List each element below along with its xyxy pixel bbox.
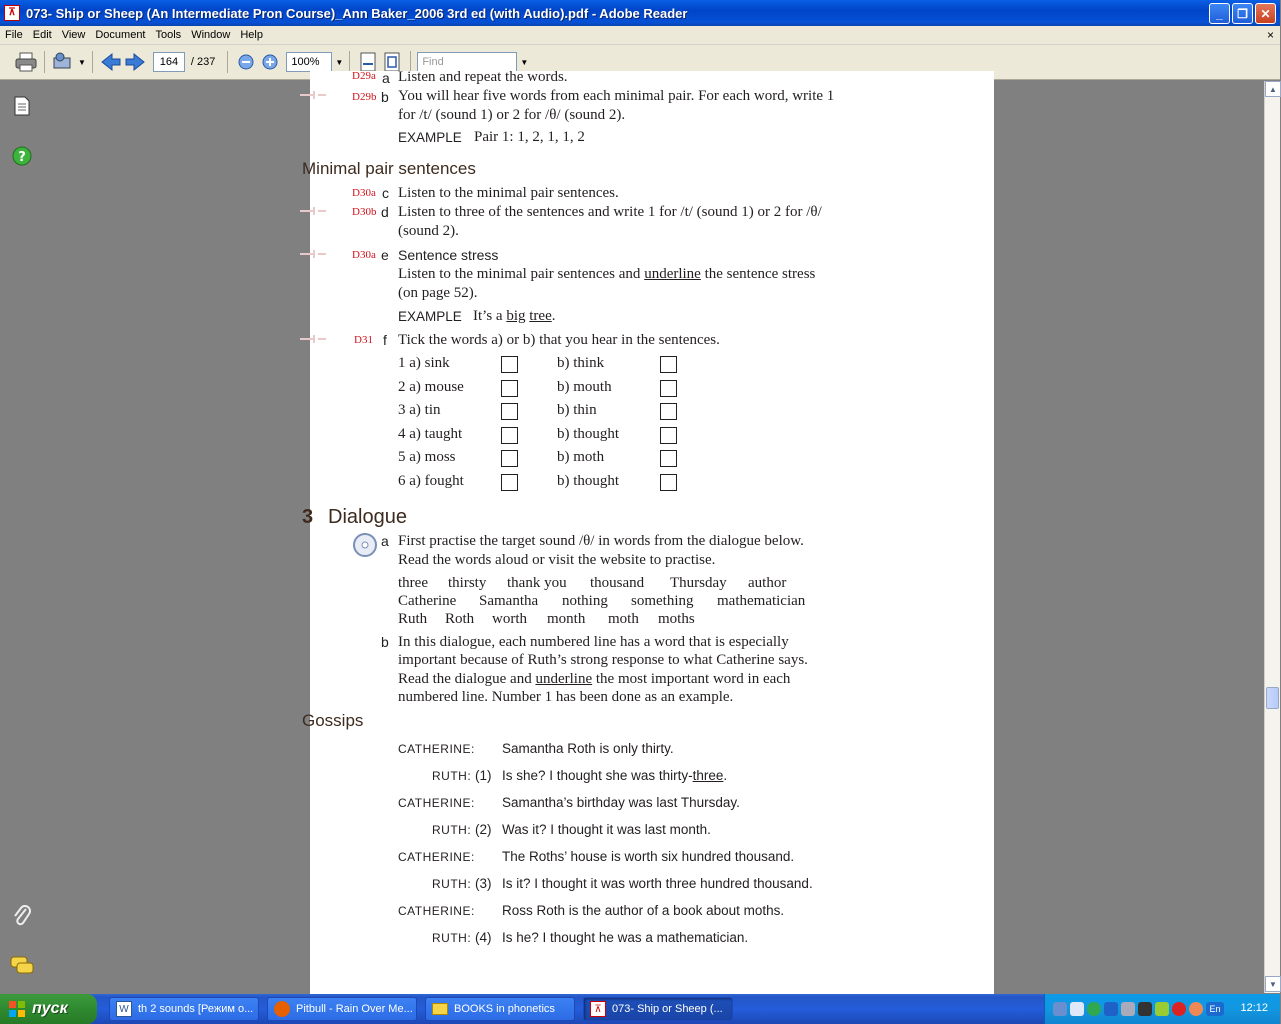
practice-word: Catherine xyxy=(398,593,457,609)
close-button[interactable]: ✕ xyxy=(1255,3,1276,24)
practice-word: moth xyxy=(608,611,639,627)
page-number-input[interactable]: 164 xyxy=(153,52,185,72)
instruction-text: Tick the words a) or b) that you hear in the sentences. xyxy=(398,332,720,348)
system-tray xyxy=(1044,994,1280,1024)
item-letter: d xyxy=(381,204,389,220)
item-letter: b xyxy=(381,89,389,105)
example-text: Pair 1: 1, 2, 1, 1, 2 xyxy=(474,129,585,145)
practice-word: nothing xyxy=(562,593,608,609)
practice-word: thousand xyxy=(590,575,645,591)
instruction-text: for /t/ (sound 1) or 2 for /θ/ (sound 2). xyxy=(398,107,626,123)
email-icon[interactable] xyxy=(51,50,75,74)
practice-word: Ruth xyxy=(398,611,428,627)
instruction-text: Listen to the minimal pair sentences. xyxy=(398,185,619,201)
minimize-button[interactable]: _ xyxy=(1209,3,1230,24)
line-number: (2) xyxy=(475,822,492,837)
chevron-down-icon[interactable]: ▼ xyxy=(78,57,86,67)
dialogue-line: The Roths’ house is worth six hundred thousand. xyxy=(502,849,795,864)
checkbox-b[interactable] xyxy=(660,427,677,444)
key-icon xyxy=(300,334,326,344)
instruction-text: Read the dialogue and underline the most important word in each xyxy=(398,671,791,687)
page-total: / 237 xyxy=(190,56,216,68)
display-icon[interactable] xyxy=(1070,1002,1084,1016)
checkbox-a[interactable] xyxy=(501,380,518,397)
subheading: Sentence stress xyxy=(398,247,499,263)
option-b: b) mouth xyxy=(557,379,612,395)
item-letter: e xyxy=(381,247,389,263)
instruction-text: You will hear five words from each minimal pair. For each word, write 1 xyxy=(398,88,835,104)
option-a: 5 a) moss xyxy=(398,449,456,465)
practice-word: thirsty xyxy=(448,575,487,591)
folder-icon xyxy=(432,1003,448,1015)
practice-word: moths xyxy=(658,611,695,627)
audio-track-code: D30b xyxy=(352,206,377,218)
practice-word: worth xyxy=(492,611,527,627)
example-label: EXAMPLE xyxy=(398,130,462,145)
audio-track-code: D31 xyxy=(354,334,373,346)
speaker-label: CATHERINE: xyxy=(398,742,475,756)
document-close-button[interactable]: × xyxy=(1266,28,1274,42)
speaker-label: RUTH: xyxy=(432,931,472,945)
menu-bar xyxy=(0,26,1280,45)
sound-icon[interactable] xyxy=(1189,1002,1203,1016)
start-button[interactable] xyxy=(0,994,97,1024)
find-dropdown-icon[interactable]: ▼ xyxy=(520,57,529,67)
section-heading: Minimal pair sentences xyxy=(302,159,476,178)
instruction-text: First practise the target sound /θ/ in words from the dialogue below. xyxy=(398,533,804,549)
line-number: (4) xyxy=(475,930,492,945)
menu-window[interactable]: Window xyxy=(191,29,231,41)
checkbox-b[interactable] xyxy=(660,474,677,491)
dialogue-line: Was it? I thought it was last month. xyxy=(502,822,711,837)
option-b: b) thought xyxy=(557,473,620,489)
antivirus-icon[interactable] xyxy=(1155,1002,1169,1016)
find-input[interactable]: Find xyxy=(417,52,517,72)
example-text: It’s a big tree. xyxy=(473,308,556,324)
taskbar-item-label: th 2 sounds [Режим о... xyxy=(138,1003,254,1015)
checkbox-b[interactable] xyxy=(660,403,677,420)
checkbox-b[interactable] xyxy=(660,380,677,397)
taskbar-item-word[interactable] xyxy=(109,997,259,1021)
key-icon xyxy=(300,249,326,259)
printer-icon[interactable] xyxy=(1138,1002,1152,1016)
taskbar-item-firefox[interactable] xyxy=(267,997,417,1021)
dialogue-line: Samantha’s birthday was last Thursday. xyxy=(502,795,740,810)
zoom-out-icon[interactable] xyxy=(234,50,258,74)
taskbar-item-label: BOOKS in phonetics xyxy=(454,1003,555,1015)
audio-track-code: D30a xyxy=(352,187,376,199)
option-b: b) moth xyxy=(557,449,605,465)
section-heading: Dialogue xyxy=(328,506,407,528)
attachments-icon[interactable] xyxy=(11,905,33,927)
menu-tools[interactable]: Tools xyxy=(155,29,182,41)
dialogue-line: Is it? I thought it was worth three hundred thousand. xyxy=(502,876,813,891)
torrent-icon[interactable] xyxy=(1087,1002,1101,1016)
dialogue-line: Ross Roth is the author of a book about moths. xyxy=(502,903,785,918)
practice-word: author xyxy=(748,575,787,591)
dialogue-line: Samantha Roth is only thirty. xyxy=(502,741,674,756)
practice-word: something xyxy=(631,593,694,609)
pdf-page xyxy=(302,69,994,1001)
vertical-scrollbar[interactable] xyxy=(1264,81,1280,993)
prev-page-icon[interactable] xyxy=(99,50,123,74)
taskbar-item-adobe-reader[interactable] xyxy=(583,997,733,1021)
zoom-input[interactable]: 100% xyxy=(286,52,332,72)
taskbar-item-folder[interactable] xyxy=(425,997,575,1021)
checkbox-a[interactable] xyxy=(501,474,518,491)
pages-icon[interactable] xyxy=(11,95,33,117)
practice-word: mathematician xyxy=(717,593,806,609)
instruction-text: important because of Ruth’s strong response to what Catherine says. xyxy=(398,652,808,668)
firefox-icon xyxy=(274,1001,290,1017)
speaker-label: RUTH: xyxy=(432,769,472,783)
practice-word: thank you xyxy=(507,575,567,591)
taskbar xyxy=(0,994,1280,1024)
taskbar-item-label: Pitbull - Rain Over Me... xyxy=(296,1003,413,1015)
instruction-text: Listen to three of the sentences and write 1 for /t/ (sound 1) or 2 for /θ/ xyxy=(398,204,822,220)
option-b: b) thin xyxy=(557,402,597,418)
maximize-button[interactable]: ❐ xyxy=(1232,3,1253,24)
document-area[interactable] xyxy=(44,69,1264,993)
checkbox-b[interactable] xyxy=(660,356,677,373)
item-letter: a xyxy=(381,533,389,549)
print-icon[interactable] xyxy=(14,50,38,74)
speaker-label: RUTH: xyxy=(432,823,472,837)
item-letter: c xyxy=(382,185,389,201)
practice-word: Thursday xyxy=(670,575,727,591)
checkbox-a[interactable] xyxy=(501,356,518,373)
navigation-panel xyxy=(0,81,44,993)
audio-track-code: D29a xyxy=(352,70,376,82)
dialogue-line: Is she? I thought she was thirty-three. xyxy=(502,768,728,783)
option-b: b) think xyxy=(557,355,605,371)
taskbar-item-label: 073- Ship or Sheep (... xyxy=(612,1003,723,1015)
security-icon[interactable] xyxy=(1121,1002,1135,1016)
practice-word: month xyxy=(547,611,586,627)
speaker-label: CATHERINE: xyxy=(398,850,475,864)
word-icon: W xyxy=(116,1001,132,1017)
option-b: b) thought xyxy=(557,426,620,442)
audio-track-code: D29b xyxy=(352,91,377,103)
instruction-text: (sound 2). xyxy=(398,223,459,239)
instruction-text: numbered line. Number 1 has been done as an example. xyxy=(398,689,734,705)
scroll-thumb[interactable] xyxy=(1266,687,1279,709)
window-title: 073- Ship or Sheep (An Intermediate Pron Course)_Ann Baker_2006 3rd ed (with Audio).pdf - Adobe Reader xyxy=(26,5,688,21)
pdf-icon: ⊼ xyxy=(590,1001,606,1017)
audio-track-code: D30a xyxy=(352,249,376,261)
instruction-text: Listen and repeat the words. xyxy=(398,69,568,85)
start-label: пуск xyxy=(32,1000,68,1017)
windows-logo-icon xyxy=(8,1000,26,1018)
item-letter: a xyxy=(382,70,390,86)
zoom-dropdown-icon[interactable]: ▼ xyxy=(335,57,344,67)
checkbox-b[interactable] xyxy=(660,450,677,467)
menu-help[interactable]: Help xyxy=(240,29,263,41)
zoom-in-icon[interactable] xyxy=(258,50,282,74)
speaker-label: CATHERINE: xyxy=(398,796,475,810)
line-number: (3) xyxy=(475,876,492,891)
cd-icon xyxy=(352,532,378,558)
item-letter: f xyxy=(383,332,387,348)
next-page-icon[interactable] xyxy=(123,50,147,74)
practice-word: Roth xyxy=(445,611,475,627)
pdf-icon: ⊼ xyxy=(4,5,20,21)
item-letter: b xyxy=(381,634,389,650)
dialogue-line: Is he? I thought he was a mathematician. xyxy=(502,930,749,945)
speaker-label: RUTH: xyxy=(432,877,472,891)
help-icon[interactable] xyxy=(11,145,33,167)
option-a: 2 a) mouse xyxy=(398,379,464,395)
language-indicator[interactable]: En xyxy=(1206,1002,1224,1016)
instruction-text: Read the words aloud or visit the website to practise. xyxy=(398,552,716,568)
title-bar xyxy=(0,0,1280,26)
scroll-down-icon[interactable]: ▼ xyxy=(1265,976,1281,992)
section-number: 3 xyxy=(302,506,314,528)
menu-view[interactable]: View xyxy=(61,29,86,41)
menu-document[interactable]: Document xyxy=(95,29,146,41)
network-icon[interactable] xyxy=(1053,1002,1067,1016)
practice-word: Samantha xyxy=(479,593,539,609)
menu-file[interactable]: File xyxy=(5,29,23,41)
key-icon xyxy=(300,206,326,216)
svg-text:?: ? xyxy=(18,150,26,165)
speaker-label: CATHERINE: xyxy=(398,904,475,918)
comments-icon[interactable] xyxy=(11,955,33,977)
update-icon[interactable] xyxy=(1172,1002,1186,1016)
instruction-text: Listen to the minimal pair sentences and underline the sentence stress xyxy=(398,266,816,282)
practice-word: three xyxy=(398,575,428,591)
key-icon xyxy=(300,90,326,100)
line-number: (1) xyxy=(475,768,492,783)
instruction-text: In this dialogue, each numbered line has a word that is especially xyxy=(398,634,789,650)
checkbox-a[interactable] xyxy=(501,450,518,467)
option-a: 6 a) fought xyxy=(398,473,464,489)
instruction-text: (on page 52). xyxy=(398,285,478,301)
checkbox-a[interactable] xyxy=(501,427,518,444)
scroll-up-icon[interactable]: ▲ xyxy=(1265,81,1281,97)
menu-edit[interactable]: Edit xyxy=(32,29,52,41)
clock: 12:12 xyxy=(1240,1002,1268,1014)
example-label: EXAMPLE xyxy=(398,309,462,324)
checkbox-a[interactable] xyxy=(501,403,518,420)
option-a: 3 a) tin xyxy=(398,402,441,418)
messenger-icon[interactable] xyxy=(1104,1002,1118,1016)
section-heading: Gossips xyxy=(302,711,364,730)
option-a: 4 a) taught xyxy=(398,426,463,442)
option-a: 1 a) sink xyxy=(398,355,450,371)
